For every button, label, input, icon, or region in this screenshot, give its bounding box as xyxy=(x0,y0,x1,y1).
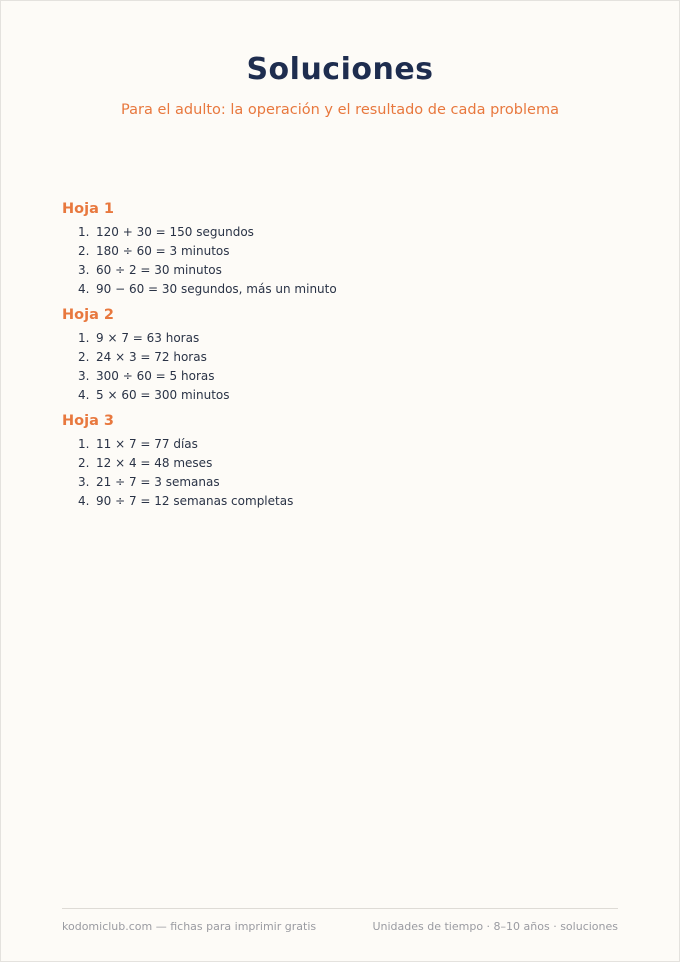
list-item xyxy=(62,280,622,299)
section-hoja-3 xyxy=(62,412,622,511)
section-title: Hoja 3 xyxy=(62,413,114,429)
item-number: 3. xyxy=(78,475,90,489)
page-title: Soluciones xyxy=(246,52,434,87)
item-text: 300 ÷ 60 = 5 horas xyxy=(96,369,215,383)
page-subtitle: Para el adulto: la operación y el resultado de cada problema xyxy=(121,102,559,118)
item-text: 5 × 60 = 300 minutos xyxy=(96,388,230,402)
item-text: 90 ÷ 7 = 12 semanas completas xyxy=(96,494,294,508)
solutions-content xyxy=(62,200,622,518)
item-text: 12 × 4 = 48 meses xyxy=(96,456,213,470)
list-item xyxy=(62,329,622,348)
item-text: 24 × 3 = 72 horas xyxy=(96,350,207,364)
item-text: 9 × 7 = 63 horas xyxy=(96,331,200,345)
item-number: 1. xyxy=(78,225,90,239)
footer-worksheet-info: Unidades de tiempo · 8–10 años · soluciones xyxy=(372,920,618,933)
list-item xyxy=(62,454,622,473)
section-hoja-2 xyxy=(62,306,622,405)
item-number: 1. xyxy=(78,331,90,345)
item-number: 3. xyxy=(78,263,90,277)
footer-site-text: kodomiclub.com — fichas para imprimir gratis xyxy=(62,920,317,933)
solution-list xyxy=(62,435,622,511)
item-number: 1. xyxy=(78,437,90,451)
item-number: 2. xyxy=(78,456,90,470)
list-item xyxy=(62,367,622,386)
item-number: 4. xyxy=(78,494,90,508)
item-text: 180 ÷ 60 = 3 minutos xyxy=(96,244,230,258)
solution-list xyxy=(62,329,622,405)
list-item xyxy=(62,261,622,280)
list-item xyxy=(62,242,622,261)
item-number: 4. xyxy=(78,388,90,402)
item-number: 3. xyxy=(78,369,90,383)
solution-list xyxy=(62,223,622,299)
section-title: Hoja 2 xyxy=(62,307,114,323)
item-text: 21 ÷ 7 = 3 semanas xyxy=(96,475,220,489)
item-number: 2. xyxy=(78,350,90,364)
item-text: 90 − 60 = 30 segundos, más un minuto xyxy=(96,282,337,296)
item-number: 4. xyxy=(78,282,90,296)
item-text: 11 × 7 = 77 días xyxy=(96,437,198,451)
list-item xyxy=(62,386,622,405)
item-number: 2. xyxy=(78,244,90,258)
item-text: 60 ÷ 2 = 30 minutos xyxy=(96,263,222,277)
item-text: 120 + 30 = 150 segundos xyxy=(96,225,254,239)
list-item xyxy=(62,348,622,367)
list-item xyxy=(62,435,622,454)
list-item xyxy=(62,492,622,511)
footer-divider xyxy=(62,908,618,909)
section-hoja-1 xyxy=(62,200,622,299)
section-title: Hoja 1 xyxy=(62,201,114,217)
list-item xyxy=(62,473,622,492)
list-item xyxy=(62,223,622,242)
